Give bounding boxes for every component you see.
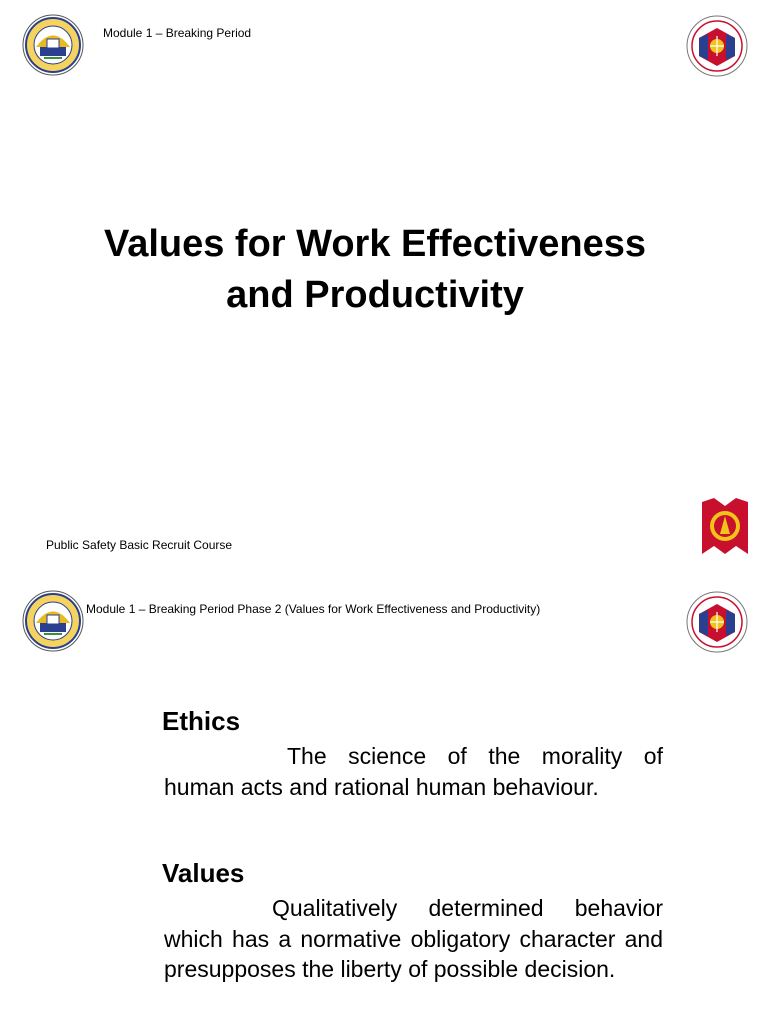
slide-title-line-1: Values for Work Effectiveness: [103, 223, 647, 265]
section-heading-ethics: Ethics: [162, 706, 241, 736]
slide-title-line-2: and Productivity: [226, 274, 524, 316]
footer-text: Public Safety Basic Recruit Course: [46, 538, 233, 552]
left-seal-icon: [22, 14, 84, 76]
section-heading-values: Values: [162, 858, 245, 888]
slide-content: [0, 576, 768, 1024]
header-text: Module 1 – Breaking Period Phase 2 (Values for Work Effectiveness and Productivity): [86, 602, 541, 616]
header-text: Module 1 – Breaking Period: [103, 26, 252, 40]
pnp-badge-icon: [700, 496, 750, 558]
right-seal-icon: [686, 590, 748, 654]
left-seal-icon: [22, 590, 84, 652]
right-seal-icon: [686, 14, 748, 78]
section-body-ethics: The science of the morality of human acts and rational human behaviour.: [164, 743, 663, 800]
section-body-values: Qualitatively determined behavior which has a normative obligatory character and presupposes the liberty of possible decision.: [164, 895, 663, 982]
